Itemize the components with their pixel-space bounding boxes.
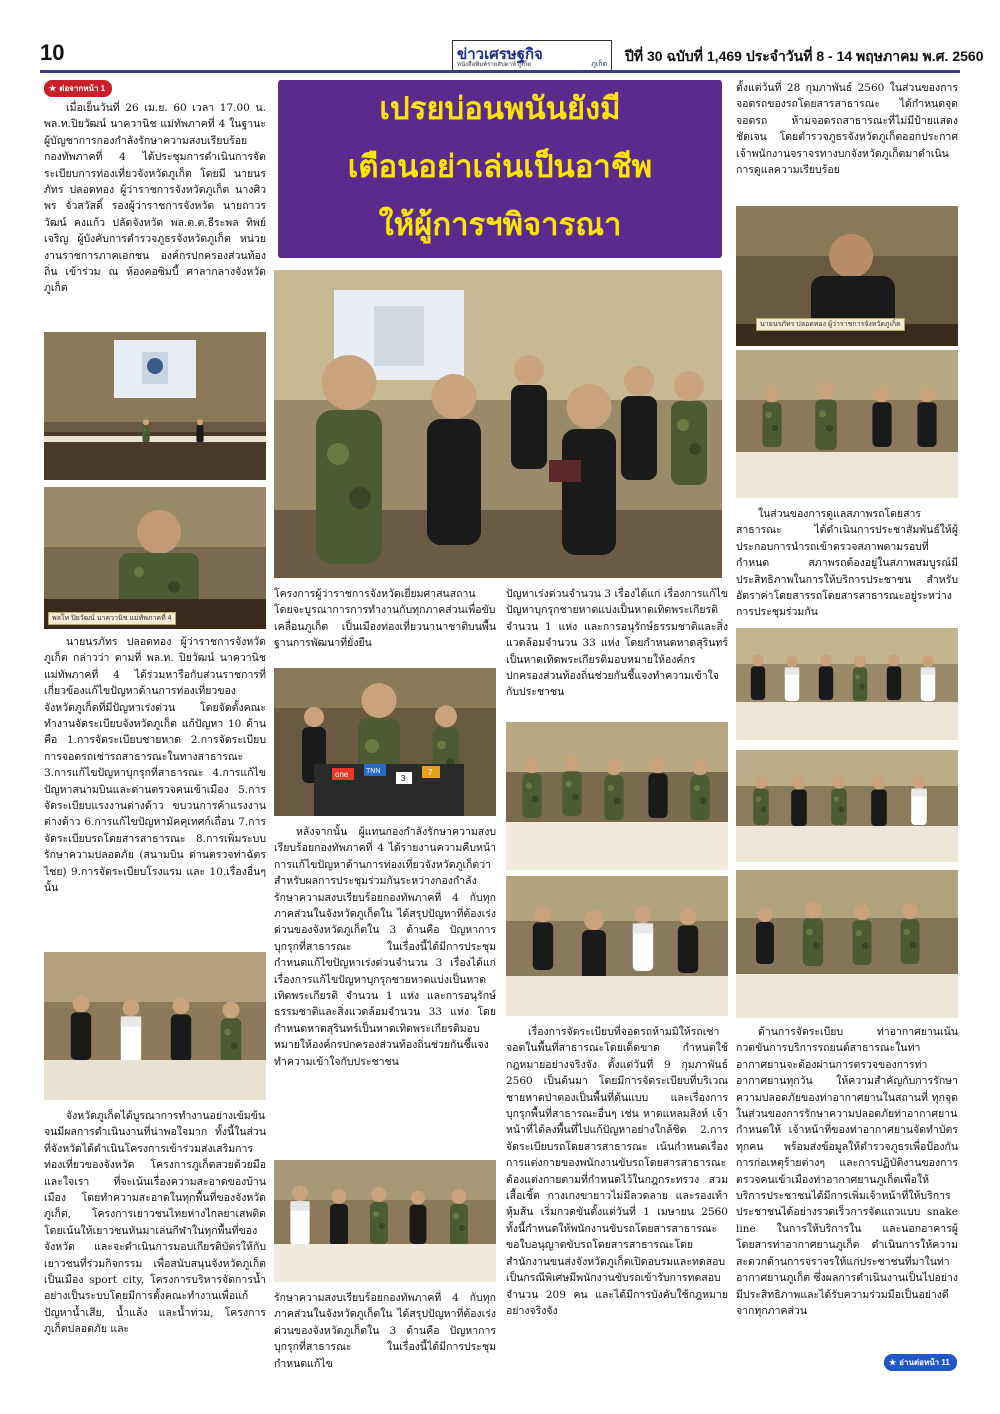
paragraph: ด้านการจัดระเบียบ ท่าอากาศยานเน้นกวดขันการบริการรถยนต์สาธารณะในท่าอากาศยานจะต้องผ่านการตรวจของการท่าอากาศยานทุกวัน ให้ความสำคัญกับการรักษาความปลอดภัยของท่าอากาศยานในสถานที่ ทุกจุดในส่วนของการรักษาความปลอดภัยท่าอากาศยานกำหนดให้ เจ้าหน้าที่ของท่าอากาศยานจัดทำบัตรทุกคน พร้อมส่งข้อมูลให้ตำรวจภูธรเพื่อป้องกันการก่อเหตุร้ายต่างๆ และการปฏิบัติงานของการตรวจคนเข้าเมืองท่าอากาศยานภูเก็ตเพื่อให้บริการประชาชนได้มีการเพิ่มเจ้าหน้าที่ให้บริการประชาชนได้อย่างรวดเร็วการจัดแถวแบบ snake line ในการให้บริการใน และนอกอาคารผู้โดยสารท่าอากาศยานภูเก็ต ดำเนินการให้ความสะดวกด้านการจราจรให้แก่ประชาชนที่มาในท่าอากาศยานภูเก็ต ซึ่งผลการดำเนินงานเป็นไปอย่างมีประสิทธิภาพและได้รับความร่วมมือเป็นอย่างดีจากทุกภาคส่วน <box>736 1026 958 1317</box>
commander-caption: พลโท ปิยวัฒน์ นาควานิช แม่ทัพภาคที่ 4 <box>48 612 176 625</box>
paragraph: รักษาความสงบเรียบร้อยกองทัพภาคที่ 4 กับทุกภาคส่วนในจังหวัดภูเก็ตใน ได้สรุปปัญหาที่ต้องเร่งด่วนของจังหวัดภูเก็ตใน 3 ด้านคือ ปัญหาการบุกรุกที่สาธารณะ ในเรื่องนี้ได้มีการประชุมกำหนดแก้ไข <box>274 1292 496 1370</box>
article-col1-intro <box>44 100 266 297</box>
meeting-table-photo-1 <box>736 350 958 498</box>
newspaper-logo <box>452 40 612 72</box>
article-col4-continued <box>736 1024 958 1319</box>
header-rule <box>40 70 960 73</box>
mic-3-label: 3 <box>401 774 406 783</box>
article-col4-intro <box>736 80 958 178</box>
logo-city: ภูเก็ต <box>591 61 607 68</box>
paragraph: ในส่วนของการดูแลสภาพรถโดยสารสาธารณะ ได้ดำเนินการประชาสัมพันธ์ให้ผู้ประกอบการนำรถเข้าตรวจสภาพตามรอบที่กำหนด สภาพรถต้องอยู่ในสภาพสมบูรณ์มีประสิทธิภาพในการให้บริการประชาชน สำหรับอัตราค่าโดยสารรถโดยสารสาธารณะอยู่ระหว่างการประชุมร่วมกัน <box>736 508 958 619</box>
issue-line: ปีที่ 30 ฉบับที่ 1,469 ประจำวันที่ 8 - 14 พฤษภาคม พ.ศ. 2560 <box>625 48 984 64</box>
continued-from-label: ต่อจากหน้า 1 <box>59 84 106 93</box>
conference-table-photo <box>274 1160 496 1282</box>
women-officials-photo <box>506 876 728 1016</box>
article-col1-body <box>44 634 266 897</box>
meeting-room-photo <box>44 332 266 480</box>
paragraph: จังหวัดภูเก็ตได้บูรณาการทำงานอย่างเข้มข้นจนมีผลการดำเนินงานที่น่าพอใจมาก ทั้งนี้ในส่วนที่จังหวัดได้ดำเนินโครงการเข้าร่วมส่งเสริมการท่องเที่ยวของจังหวัด โครงการภูเก็ตสวยด้วยมือและใจเรา ที่จะเน้นเรื่องความสะอาดของบ้านเมือง โดยทำความสะอาดในทุกพื้นที่ของจังหวัดภูเก็ต, โครงการเยาวชนไทยห่างไกลยาเสพติดโดยเน้นให้เยาวชนหันมาเล่นกีฬาในทุกพื้นที่ของจังหวัด และจะดำเนินการมอบเกียรติบัตรให้กับเยาวชนที่ร่วมกิจกรรม เพื่อสนับสนุนจังหวัดภูเก็ตเป็นเมือง sport city, โครงการบริหารจัดการน้ำอย่างเป็นระบบโดยมีการตั้งคณะทำงานเพื่อแก้ปัญหาน้ำเสีย, น้ำแล้ง และน้ำท่วม, โครงการภูเก็ตปลอดภัย และ <box>44 1110 266 1336</box>
commander-portrait-photo <box>44 487 266 629</box>
paragraph: เมื่อเย็นวันที่ 26 เม.ย. 60 เวลา 17.00 น. พล.ท.ปิยวัฒน์ นาควานิช แม่ทัพภาคที่ 4 ในฐานะผู้บัญชาการกองกำลังรักษาความสงบเรียบร้อย กองทัพภาคที่ 4 ได้ประชุมการดำเนินการจัดระเบียบการท่องเที่ยวจังหวัดภูเก็ต โดยมี นายนรภัทร ปลอดทอง ผู้ว่าราชการจังหวัดภูเก็ต นางศิวพร จั่วสวัสดิ์ รองผู้ว่าราชการจังหวัด นายถาวรวัฒน์ คงแก้ว ปลัดจังหวัด พล.ต.ต.ธีระพล ทิพย์เจริญ ผู้บังคับการตำรวจภูธรจังหวัดภูเก็ต หน่วยงานราชการภาคเอกชน องค์กรปกครองส่วนท้องถิ่น เข้าร่วม ณ ห้องคอซิมบี้ ศาลากลางจังหวัดภูเก็ต <box>44 102 266 295</box>
main-photo-group <box>274 270 722 578</box>
paragraph: ตั้งแต่วันที่ 28 กุมภาพันธ์ 2560 ในส่วนของการจอดรถของรถโดยสารสาธารณะ ได้กำหนดจุดจอดรถ ห้ามจอดรถสาธารณะที่ไม่มีป้ายแสดงชัดเจน โดยตำรวจภูธรจังหวัดภูเก็ตออกประกาศเจ้าพนักงานจราจรทางบกจังหวัดภูเก็ตมาดำเนินการดูแลความเรียบร้อย <box>736 82 958 177</box>
meeting-wide-photo-2 <box>736 750 958 862</box>
headline-line-2: เตือนอย่าเล่นเป็นอาชีพ <box>347 149 653 185</box>
meeting-table-photo-2 <box>736 870 958 1018</box>
logo-tagline: หนังสือพิมพ์รายสัปดาห์ ภูเก็ต <box>457 62 532 68</box>
mic-one-label: one <box>335 770 349 779</box>
article-col2-body <box>274 824 496 1070</box>
article-col1-continued <box>44 1108 266 1338</box>
meeting-wide-photo-1 <box>736 628 958 740</box>
paragraph: ปัญหาเร่งด่วนจำนวน 3 เรื่องได้แก่ เรื่องการแก้ไขปัญหาบุกรุกชายหาดแบ่งเป็นหาดเทิดพระเกียรติ จำนวน 1 แห่ง และการอนุรักษ์ธรรมชาติและสิ่งแวดล้อมจำนวน 33 แห่ง โดยกำหนดหาดสุรินทร์เป็นหาดเทิดพระเกียรติมอบหมายให้องค์กรปกครองส่วนท้องถิ่นช่วยกันชี้แจงทำความเข้าใจกับประชาชน <box>506 588 728 699</box>
paragraph: เรื่องการจัดระเบียบที่จอดรถห้ามมิให้รถเช่าจอดในพื้นที่สาธารณะโดยเด็ดขาด กำหนดใช้กฎหมายอย่างจริงจัง ตั้งแต่วันที่ 9 กุมภาพันธ์ 2560 เป็นต้นมา โดยมีการจัดระเบียบที่บริเวณชายหาดป่าตองเป็นพื้นที่ต้นแบบ และเรื่องการบุกรุกพื้นที่สาธารณะอื่นๆ เช่น หาดแหลมสิงห์ เจ้าหน้าที่ได้ลงพื้นที่ไปแก้ปัญหาอย่างใกล้ชิด 2.การจัดระเบียบรถโดยสารสาธารณะ เน้นกำหนดเรื่องการแต่งกายของพนักงานขับรถโดยสารสาธารณะต้องแต่งกายตามที่กำหนดไว้ในกฎกระทรวง สวมเสื้อเชิ้ต กางเกงขายาวไม่มีลวดลาย และรองเท้าหุ้มส้น เริ่มกวดขันตั้งแต่วันที่ 1 เมษายน 2560 ทั้งนี้กำหนดให้พนักงานขับรถโดยสารสาธารณะขอใบอนุญาตขับรถโดยสารสาธารณะโดยสำนักงานขนส่งจังหวัดภูเก็ตเปิดอบรมและทดสอบเป็นกรณีพิเศษมีพนักงานขับรถเข้ารับการทดสอบจำนวน 209 คน และได้มีการบังคับใช้กฎหมายอย่างจริงจัง <box>506 1026 728 1317</box>
paragraph: นายนรภัทร ปลอดทอง ผู้ว่าราชการจังหวัดภูเก็ต กล่าวว่า ตามที่ พล.ท. ปิยวัฒน์ นาควานิช แม่ทัพภาคที่ 4 ได้ร่วมหารือกับส่วนราชการที่เกี่ยวข้องแก้ไขปัญหาด้านการท่องเที่ยวของจังหวัดภูเก็ตที่มีปัญหาเร่งด่วน โดยจัดตั้งคณะทำงานจัดระเบียบจังหวัดภูเก็ต แก้ปัญหา 10 ด้าน คือ 1.การจัดระเบียบชายหาด 2.การจัดระเบียบการจอดรถเช่ารถสาธารณะในทางสาธารณะ 3.การแก้ไขปัญหาบุกรุกที่สาธารณะ 4.การแก้ไขปัญหาสนามบินและด่านตรวจคนเข้าเมือง 5.การจัดระเบียบแรงงานต่างด้าว ขบวนการค้าแรงงานต่างด้าว 6.การแก้ไขปัญหามัคคุเทศก์เถื่อน 7.การจัดระเบียบรถโดยสารสาธารณะ 8.การเพิ่มระบบรักษาความปลอดภัย (สนามบิน ด่านตรวจท่าฉัตรไชย) 9.การจัดระเบียบโรงแรม และ 10.เรื่องอื่นๆ นั้น <box>44 636 266 895</box>
continued-from-tag[interactable] <box>44 80 112 97</box>
continued-to-tag[interactable] <box>884 1354 957 1371</box>
headline-line-3: ให้ผู้การฯพิจารณา <box>378 207 622 243</box>
article-col2-continued <box>274 1290 496 1372</box>
paragraph: โครงการผู้ว่าราชการจังหวัดเยี่ยมศาสนสถาน โดยจะบูรณาการการทำงานกับทุกภาคส่วนเพื่อขับเคลื่อนภูเก็ต เป็นเมืองท่องเที่ยวนานาชาติบนพื้นฐานการพัฒนาที่ยั่งยืน <box>274 588 496 650</box>
governor-caption: นายนรภัทร ปลอดทอง ผู้ว่าราชการจังหวัดภูเก็ต <box>756 318 905 331</box>
headline-line-1: เปรยบ่อนพนันยังมี <box>379 91 621 127</box>
star-icon: ★ <box>49 84 57 93</box>
mic-7-label: 7 <box>428 768 433 777</box>
star-icon: ★ <box>889 1358 897 1367</box>
officials-meeting-photo <box>44 952 266 1100</box>
article-col2-intro <box>274 586 496 652</box>
continued-to-label: อ่านต่อหน้า 11 <box>899 1358 950 1367</box>
press-interview-photo <box>274 668 496 816</box>
logo-title: ข่าวเศรษฐกิจ <box>457 46 543 63</box>
article-col4-body <box>736 506 958 621</box>
mic-tnn-label: TNN <box>366 768 381 775</box>
article-col3-intro <box>506 586 728 701</box>
page-number: 10 <box>40 40 65 65</box>
army-officers-photo <box>506 722 728 870</box>
headline-box <box>278 80 722 258</box>
paragraph: หลังจากนั้น ผู้แทนกองกำลังรักษาความสงบเรียบร้อยกองทัพภาคที่ 4 ได้รายงานความคืบหน้าการแก้ไขปัญหาด้านการท่องเที่ยวจังหวัดภูเก็ตว่า สำหรับผลการประชุมร่วมกันระหว่างกองกำลังรักษาความสงบเรียบร้อยกองทัพภาคที่ 4 กับทุกภาคส่วนในจังหวัดภูเก็ตใน ได้สรุปปัญหาที่ต้องเร่งด่วนของจังหวัดภูเก็ตใน 3 ด้านคือ ปัญหาการบุกรุกที่สาธารณะ ในเรื่องนี้ได้มีการประชุมกำหนดแก้ไขปัญหาเร่งด่วนจำนวน 3 เรื่องได้แก่ เรื่องการแก้ไขปัญหาบุกรุกชายหาดแบ่งเป็นหาดเทิดพระเกียรติ จำนวน 1 แห่ง และการอนุรักษ์ธรรมชาติและสิ่งแวดล้อมจำนวน 33 แห่ง โดยกำหนดหาดสุรินทร์เป็นหาดเทิดพระเกียรติมอบหมายให้องค์กรปกครองส่วนท้องถิ่นช่วยกันชี้แจงทำความเข้าใจกับประชาชน <box>274 826 496 1068</box>
article-col3-body <box>506 1024 728 1319</box>
